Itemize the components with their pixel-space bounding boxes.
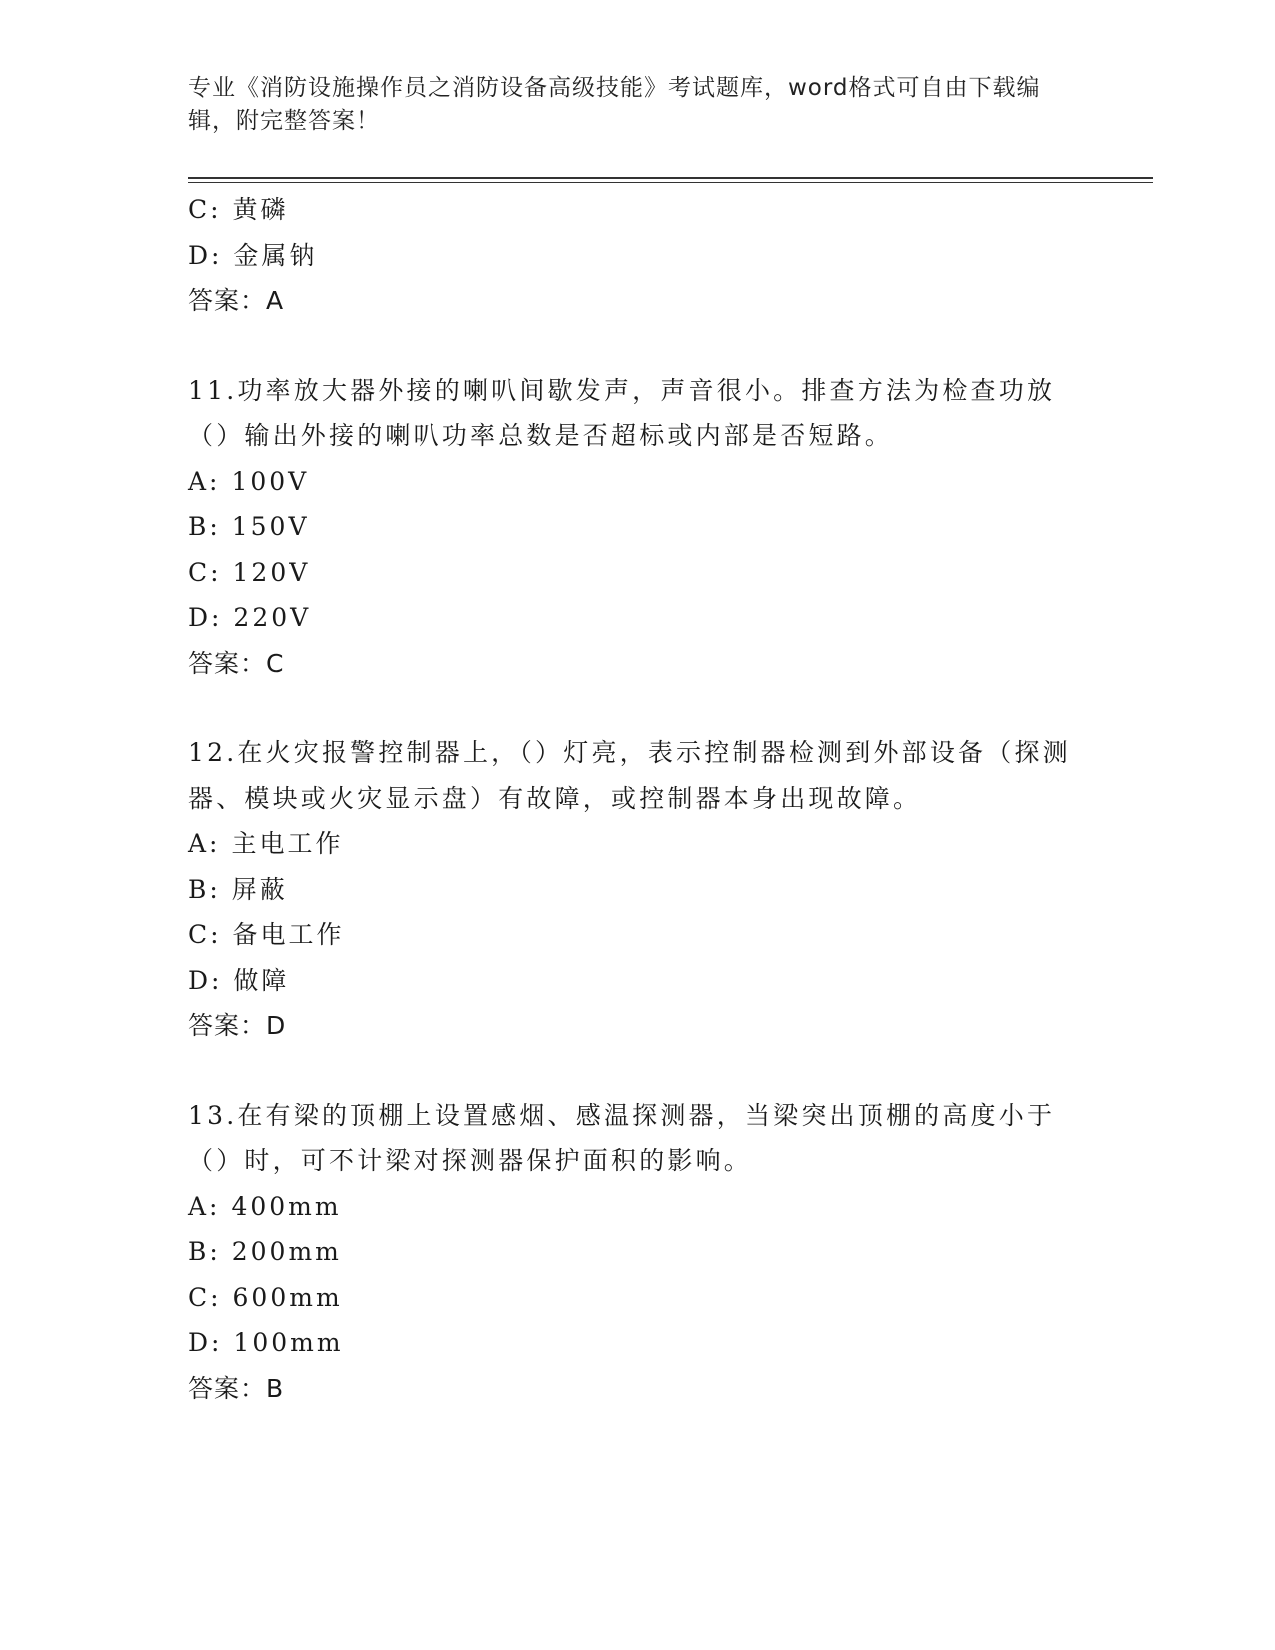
option-line: A: 400mm bbox=[188, 1191, 342, 1221]
question-stem: 13.在有梁的顶棚上设置感烟、感温探测器，当梁突出顶棚的高度小于（）时，可不计梁对探测器保护面积的影响。 bbox=[188, 1100, 1056, 1175]
option-line: C: 备电工作 bbox=[188, 920, 345, 949]
option-line: B: 150V bbox=[188, 512, 310, 541]
option-line: C: 600mm bbox=[188, 1282, 343, 1312]
header-rule-thin bbox=[188, 182, 1153, 183]
option-line: B: 200mm bbox=[188, 1237, 342, 1266]
option-line: B: 屏蔽 bbox=[188, 874, 288, 904]
option-line: A: 100V bbox=[188, 466, 310, 496]
option-line: C: 黄磷 bbox=[188, 195, 289, 224]
answer-line: 答案：A bbox=[188, 286, 285, 315]
option-line: D: 金属钠 bbox=[188, 240, 318, 270]
question-stem: 12.在火灾报警控制器上，（）灯亮，表示控制器检测到外部设备（探测器、模块或火灾显示盘）有故障，或控制器本身出现故障。 bbox=[188, 738, 1071, 813]
option-line: C: 120V bbox=[188, 557, 311, 587]
answer-line: 答案：C bbox=[188, 648, 285, 678]
option-line: D: 220V bbox=[188, 603, 312, 632]
question-stem: 11.功率放大器外接的喇叭间歇发声，声音很小。排查方法为检查功放（）输出外接的喇叭功率总数是否超标或内部是否短路。 bbox=[188, 375, 1056, 450]
question-13 bbox=[188, 1093, 1088, 1412]
option-line: D: 做障 bbox=[188, 965, 290, 995]
question-content bbox=[188, 187, 1088, 1411]
partial-question bbox=[188, 187, 1088, 324]
answer-line: 答案：B bbox=[188, 1373, 285, 1403]
question-12 bbox=[188, 730, 1088, 1049]
answer-line: 答案：D bbox=[188, 1011, 287, 1040]
option-line: A: 主电工作 bbox=[188, 829, 344, 858]
header-rule-thick bbox=[188, 177, 1153, 179]
question-11 bbox=[188, 368, 1088, 687]
option-line: D: 100mm bbox=[188, 1328, 344, 1357]
document-header: 专业《消防设施操作员之消防设备高级技能》考试题库，word格式可自由下载编辑，附完整答案！ bbox=[188, 75, 1041, 134]
